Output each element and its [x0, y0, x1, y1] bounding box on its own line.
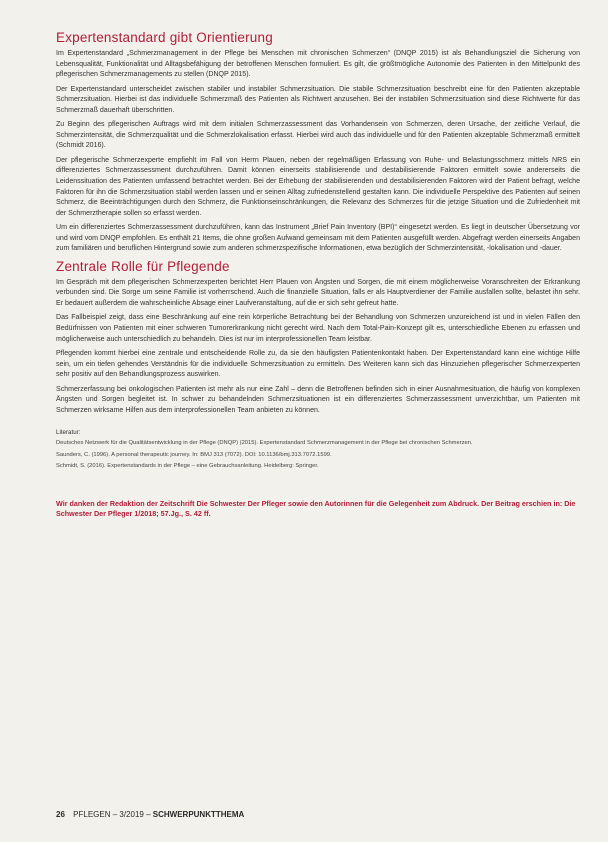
paragraph: Der pflegerische Schmerzexperte empfiehlt im Fall von Herrn Plauen, neben der regelmäßigen Erfassung von Ruhe- und Belastungsschmerz mittels NRS ein differenziertes Schmerzassessment durchzuführen. Damit können einerseits stabilisierende und destabilisierende Faktoren ermittelt sowie andererseits die Leidenssituation des Patienten umfassend betrachtet werden. Bei der Erhebung der stabilisierenden und destabilisierenden Faktoren wird der Patient befragt, welche Faktoren für ihn die Schmerzsituation stabil werden lassen und er seinen Alltag zufriedenstellend gestalten kann. Die individuelle Perspektive des Patienten auf seinen Schmerz, die Beeinträchtigungen durch den Schmerz, die Funktionseinschränkungen, die Relevanz des Schmerzes für die jetzige Situation und die Zufriedenheit mit der Schmerztherapie sollen so erfasst werden.: [56, 156, 580, 217]
paragraph: Der Expertenstandard unterscheidet zwischen stabiler und instabiler Schmerzsituation. Die stabile Schmerzsituation beschreibt eine für den Patienten akzeptable Schmerzsituation. Hierbei ist das individuelle Schmerzmaß des Patienten als Richtwert anzusehen. Bei der instabilen Schmerzsituation sind diese Richtwerte für das Schmerzmaß dauerhaft überschritten.: [56, 85, 580, 114]
reference-item: Saunders, C. (1996). A personal therapeutic journey. In: BMJ 313 (7072). DOI: 10.1136/bmj.313.7072.1599.: [56, 451, 332, 458]
paragraph: Um ein differenziertes Schmerzassessment durchzuführen, kann das Instrument „Brief Pain Inventory (BPI)“ eingesetzt werden. Es liegt in deutscher Übersetzung vor und wird vom DNQP empfohlen. Es enthält 21 Items, die ohne großen Aufwand gemeinsam mit dem Patienten ausgefüllt werden. Abgefragt werden einerseits Angaben zum familiären und beruflichen Hintergrund sowie zum anderen schmerzspezifische Informationen, etwa bezüglich der Schmerzintensität, -lokalisation und -dauer.: [56, 224, 580, 253]
paragraph: Schmerzerfassung bei onkologischen Patienten ist mehr als nur eine Zahl – denn die Betroffenen befinden sich in einer Ausnahmesituation, die häufig von komplexen Ängsten und Sorgen begleitet ist. In schwer zu behandelnden Schmerzsituationen ist ein differenziertes Schmerzassessment unverzichtbar, um Patienten mit Schmerzen wirksame Hilfen aus dem interprofessionellen Team anbieten zu können.: [56, 385, 580, 414]
page-footer: [56, 810, 244, 820]
paragraph: Das Fallbeispiel zeigt, dass eine Beschränkung auf eine rein körperliche Betrachtung bei der Behandlung von Schmerzen unzureichend ist und in vielen Fällen den Bedürfnissen von Patienten mit einer schweren Tumorerkrankung nicht gerecht wird. Nach dem Total-Pain-Konzept gilt es, unterschiedliche Ebenen zu erfassen und möglicherweise auch unterschiedlich zu behandeln. Dies ist nur im interprofessionellen Team leistbar.: [56, 314, 580, 343]
section-heading-central-role: Zentrale Rolle für Pflegende: [56, 258, 230, 274]
paragraph: Pflegenden kommt hierbei eine zentrale und entscheidende Rolle zu, da sie den häufigsten Patientenkontakt haben. Der Expertenstandard kann eine wichtige Hilfe sein, um ein tiefen gehendes Verständnis für die individuelle Schmerzsituation zu ermitteln. Des Weiteren kann sich das Hinzuziehen pflegerischer Schmerzexperten sehr positiv auf den Behandlungsprozess auswirken.: [56, 350, 580, 379]
paragraph: Im Gespräch mit dem pflegerischen Schmerzexperten berichtet Herr Plauen von Ängsten und Sorgen, die mit einem möglicherweise Voranschreiten der Erkrankung verbunden sind. Die Sorge um seine Familie ist vorherrschend. Auch die finanzielle Situation, falls er als Hauptverdiener der Familie ausfallen sollte, belastet ihn sehr. Er bedauert außerdem die wahrscheinliche Absage einer Laufveranstaltung, auf die er sich sehr gefreut hatte.: [56, 278, 580, 307]
literature-list: [56, 428, 580, 470]
paragraph: Im Expertenstandard „Schmerzmanagement in der Pflege bei Menschen mit chronischen Schmerzen“ (DNQP 2015) ist als Behandlungsziel die Sicherung von Lebensqualität, Funktionalität und Alltagsbefähigung der betroffenen Menschen formuliert. Es gilt, die größtmögliche Autonomie des Patienten in den Mittelpunkt des pflegerischen Schmerzmanagements zu stellen (DNQP 2015).: [56, 50, 580, 79]
paragraph: Zu Beginn des pflegerischen Auftrags wird mit dem initialen Schmerzassessment das Vorhandensein von Schmerzen, deren Ursache, der zeitliche Verlauf, die Schmerzintensität, die Schmerzqualität und die Schmerzlokalisation erfasst. Hierbei wird auch das individuelle und für den Patienten akzeptable Schmerzmaß ermittelt (Schmidt 2016).: [56, 121, 580, 150]
literature-heading: Literatur:: [56, 429, 81, 437]
reference-item: Schmidt, S. (2016). Expertenstandards in der Pflege – eine Gebrauchsanleitung. Heidelberg: Springer.: [56, 463, 319, 470]
article-body: [56, 30, 580, 520]
section-heading-orientation: Expertenstandard gibt Orientierung: [56, 30, 273, 45]
journal-issue: PFLEGEN – 3/2019 –: [73, 810, 151, 819]
reference-item: Deutsches Netzwerk für die Qualitätsentwicklung in der Pflege (DNQP) (2015). Expertenstandard Schmerzmanagement in der Pflege bei chronischen Schmerzen.: [56, 440, 473, 447]
page-number: 26: [56, 810, 65, 819]
acknowledgement-note: Wir danken der Redaktion der Zeitschrift Die Schwester Der Pfleger sowie den Autorinnen für die Gelegenheit zum Abdruck. Der Beitrag erschien in: Die Schwester Der Pfleger 1/2018; 57.Jg., S. 42 ff.: [56, 498, 576, 519]
topic-label: SCHWERPUNKTTHEMA: [152, 810, 245, 819]
